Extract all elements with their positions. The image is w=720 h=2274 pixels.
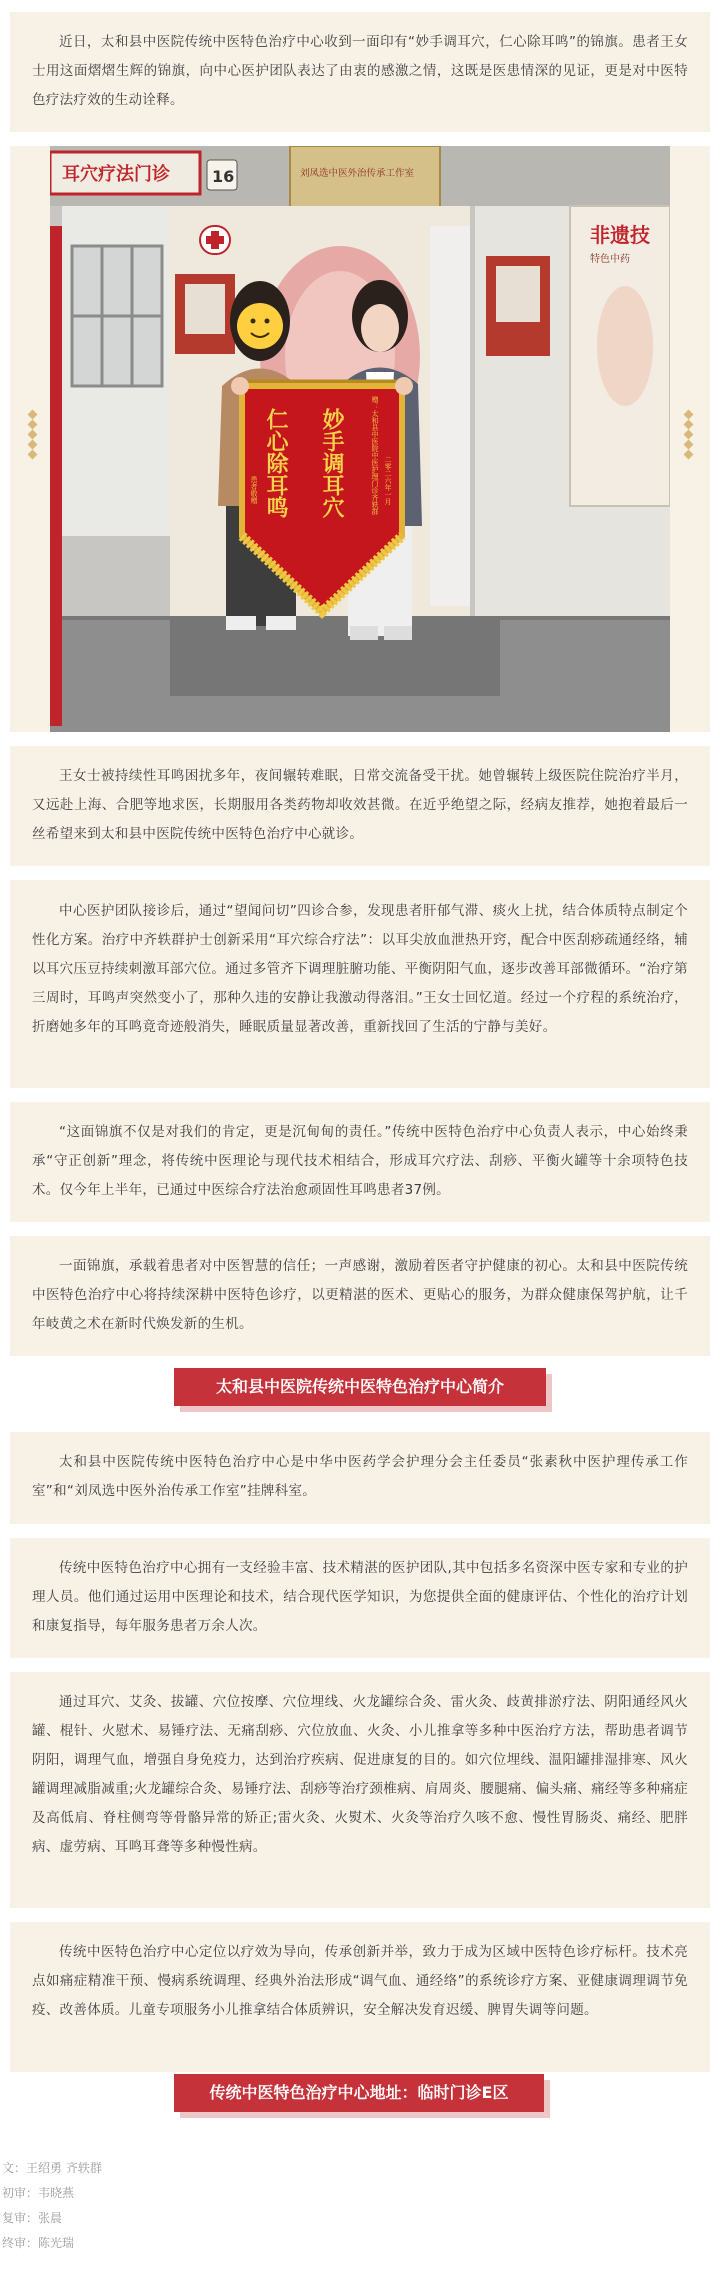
diamond-ornament-icon [684,408,692,472]
article-card [10,746,710,866]
pennant-from: 患者敬赠 [250,476,258,504]
credit-author: 文：王绍勇 齐轶群 [2,2161,102,2175]
article-card [10,880,710,1088]
article-card [10,1102,710,1222]
credit-final-review: 终审：陈光瑞 [2,2236,75,2250]
credit-first-review: 初审：韦晓燕 [2,2186,75,2200]
article-card [10,1432,710,1524]
article-card [10,1236,710,1356]
paragraph: 太和县中医院传统中医特色治疗中心是中华中医药学会护理分会主任委员“张素秋中医护理传承工作室”和“刘凤选中医外治传承工作室”挂牌科室。 [32,1454,688,1499]
pennant-line-1: 妙手调耳穴 [319,408,345,518]
paragraph: 中心医护团队接诊后，通过“望闻问切”四诊合参，发现患者肝郁气滞、痰火上扰，结合体质特点制定个性化方案。治疗中齐轶群护士创新采用“耳穴综合疗法”：以耳尖放血泄热开窍，配合中医刮痧疏通经络，辅以耳穴压豆持续刺激耳部穴位。通过多管齐下调理脏腑功能、平衡阴阳气血，逐步改善耳部微循环。“治疗第三周时，耳鸣声突然变小了，那种久违的安静让我激动得落泪。”王女士回忆道。经过一个疗程的系统治疗，折磨她多年的耳鸣竟奇迹般消失，睡眠质量显著改善，重新找回了生活的宁静与美好。 [32,903,688,1035]
paragraph: “这面锦旗不仅是对我们的肯定，更是沉甸甸的责任。”传统中医特色治疗中心负责人表示，中心始终秉承“守正创新”理念，将传统中医理论与现代技术相结合，形成耳穴疗法、刮痧、平衡火罐等十余项特色技术。仅今年上半年，已通过中医综合疗法治愈顽固性耳鸣患者37例。 [32,1124,688,1198]
article-card [10,1672,710,1908]
paragraph: 王女士被持续性耳鸣困扰多年，夜间辗转难眠，日常交流备受干扰。她曾辗转上级医院住院治疗半月，又远赴上海、合肥等地求医，长期服用各类药物却收效甚微。在近乎绝望之际，经病友推荐，她抱着最后一丝希望来到太和县中医院传统中医特色治疗中心就诊。 [32,768,688,842]
credits [2,2156,102,2256]
pennant-dedication: 赠：太和县中医院中医护理门诊齐轶群 [371,396,379,515]
paragraph: 近日，太和县中医院传统中医特色治疗中心收到一面印有“妙手调耳穴，仁心除耳鸣”的锦旗。患者王女士用这面熠熠生辉的锦旗，向中心医护团队表达了由衷的感激之情，这既是医患情深的见证，更是对中医特色疗法疗效的生动诠释。 [32,34,688,108]
article-card [10,1922,710,2072]
article-card [10,1538,710,1658]
photo-frame [10,146,710,732]
right-poster-sub: 特色中药 [590,254,630,265]
clinic-sign-number: 16 [212,167,235,186]
paragraph: 传统中医特色治疗中心拥有一支经验丰富、技术精湛的医护团队,其中包括多名资深中医专家和专业的护理人员。他们通过运用中医理论和技术，结合现代医学知识，为您提供全面的健康评估、个性化的治疗计划和康复指导，每年服务患者万余人次。 [32,1560,688,1634]
workshop-plaque-text: 刘凤选中医外治传承工作室 [300,168,415,179]
pennant-photo [50,146,670,732]
section-heading: 太和县中医院传统中医特色治疗中心简介 [174,1368,546,1406]
pennant-date: 二零二六年一月 [384,456,392,505]
clinic-sign-text: 耳穴疗法门诊 [62,164,170,185]
right-poster-title: 非遗技 [590,223,650,247]
photo-illustration [50,146,670,732]
paragraph: 通过耳穴、艾灸、拔罐、穴位按摩、穴位埋线、火龙罐综合灸、雷火灸、歧黄排淤疗法、阴阳通经风火罐、棍针、火慰术、易锤疗法、无痛刮痧、穴位放血、火灸、小儿推拿等多种中医治疗方法，帮助患者调节阴阳，调理气血，增强自身免疫力，达到治疗疾病、促进康复的目的。如穴位埋线、温阳罐排湿排寒、风火罐调理减脂减重;火龙罐综合灸、易锤疗法、刮痧等治疗颈椎病、肩周炎、腰腿痛、偏头痛、痛经等多种痛症及高低肩、脊柱侧弯等骨骼异常的矫正;雷火灸、火熨术、火灸等治疗久咳不愈、慢性胃肠炎、痛经、肥胖病、虚劳病、耳鸣耳聋等多种慢性病。 [32,1694,688,1855]
paragraph: 一面锦旗，承载着患者对中医智慧的信任；一声感谢，激励着医者守护健康的初心。太和县中医院传统中医特色治疗中心将持续深耕中医特色诊疗，以更精湛的医术、更贴心的服务，为群众健康保驾护航，让千年岐黄之术在新时代焕发新的生机。 [32,1258,688,1332]
pennant-line-2: 仁心除耳鸣 [263,408,289,518]
address-heading: 传统中医特色治疗中心地址：临时门诊E区 [174,2074,544,2112]
article-card [10,12,710,132]
credit-second-review: 复审：张晨 [2,2211,63,2225]
paragraph: 传统中医特色治疗中心定位以疗效为导向，传承创新并举，致力于成为区域中医特色诊疗标杆。技术亮点如痛症精准干预、慢病系统调理、经典外治法形成“调气血、通经络”的系统诊疗方案、亚健康调理调节免疫、改善体质。儿童专项服务小儿推拿结合体质辨识，安全解决发育迟缓、脾胃失调等问题。 [32,1944,688,2018]
diamond-ornament-icon [28,408,36,472]
